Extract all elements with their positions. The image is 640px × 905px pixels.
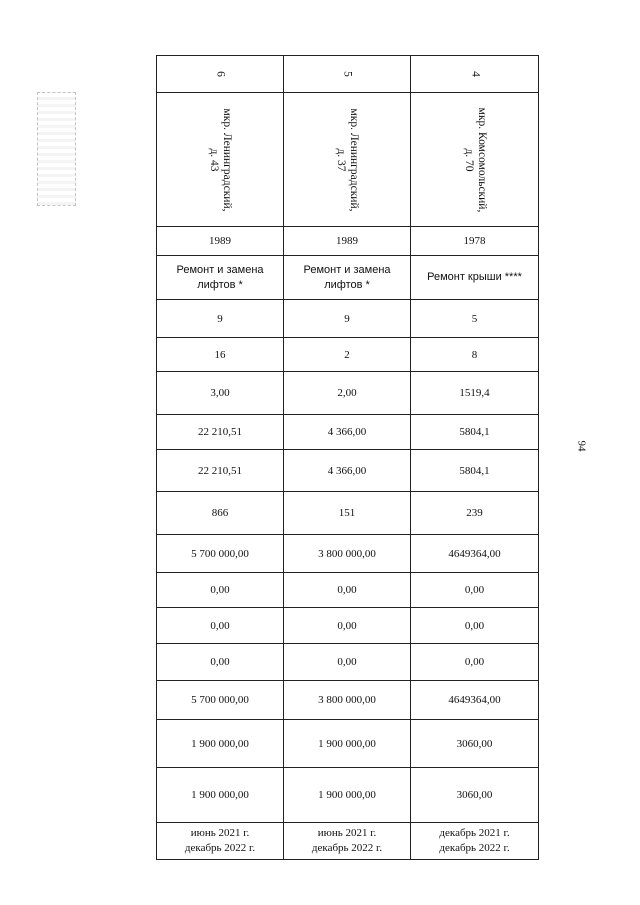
row-year	[157, 227, 539, 256]
cell-limit-cost: 3060,00	[411, 768, 539, 823]
row-total-area	[157, 415, 539, 450]
cell-area: 1519,4	[411, 372, 539, 415]
cell-year: 1989	[284, 227, 411, 256]
cell-count: 8	[411, 338, 539, 372]
row-limit-cost	[157, 768, 539, 823]
cell-total-area: 5804,1	[411, 415, 539, 450]
cell-floors: 9	[284, 300, 411, 338]
address-house: д. 70	[462, 147, 475, 172]
cell-living-area: 4 366,00	[284, 450, 411, 492]
cell-address	[284, 93, 411, 227]
cell-unit-cost: 1 900 000,00	[157, 720, 284, 768]
cell-period	[157, 823, 284, 860]
cell-cost-owners: 5 700 000,00	[157, 681, 284, 720]
cell-cost-regional: 0,00	[411, 608, 539, 644]
period-start: июнь 2021 г.	[317, 827, 377, 840]
row-cost-total	[157, 535, 539, 573]
cell-address	[157, 93, 284, 227]
cell-period	[411, 823, 539, 860]
cell-limit-cost: 1 900 000,00	[284, 768, 411, 823]
row-area	[157, 372, 539, 415]
cell-work-type: Ремонт и замена лифтов *	[284, 256, 411, 300]
cell-cost-regional: 0,00	[157, 608, 284, 644]
row-address	[157, 93, 539, 227]
cell-year: 1989	[157, 227, 284, 256]
cell-cost-regional: 0,00	[284, 608, 411, 644]
cell-year: 1978	[411, 227, 539, 256]
cell-floors: 9	[157, 300, 284, 338]
row-count	[157, 338, 539, 372]
cell-living-area: 5804,1	[411, 450, 539, 492]
cell-cost-total: 3 800 000,00	[284, 535, 411, 573]
cell-cost-federal: 0,00	[284, 573, 411, 608]
period-end: декабрь 2022 г.	[439, 842, 510, 854]
cell-limit-cost: 1 900 000,00	[157, 768, 284, 823]
cell-residents: 239	[411, 492, 539, 535]
address-house: д. 43	[208, 147, 220, 172]
cell-total-area: 22 210,51	[157, 415, 284, 450]
row-cost-regional	[157, 608, 539, 644]
cell-work-type: Ремонт и замена лифтов *	[157, 256, 284, 300]
address-line: мкр. Ленинградский,	[221, 108, 234, 211]
cell-living-area: 22 210,51	[157, 450, 284, 492]
row-residents	[157, 492, 539, 535]
cell-count: 16	[157, 338, 284, 372]
cell-cost-federal: 0,00	[157, 573, 284, 608]
row-period	[157, 823, 539, 860]
address-line: мкр. Ленинградский,	[348, 108, 361, 211]
cell-cost-owners: 3 800 000,00	[284, 681, 411, 720]
cell-cost-federal: 0,00	[411, 573, 539, 608]
cell-unit-cost: 3060,00	[411, 720, 539, 768]
address-house: д. 37	[335, 147, 347, 172]
period-start: июнь 2021 г.	[190, 827, 250, 840]
row-cost-owners	[157, 681, 539, 720]
cell-cost-owners: 4649364,00	[411, 681, 539, 720]
cell-total-area: 4 366,00	[284, 415, 411, 450]
cell-address	[411, 93, 539, 227]
row-work-type	[157, 256, 539, 300]
row-cost-local	[157, 644, 539, 681]
row-cost-federal	[157, 573, 539, 608]
cell-residents: 151	[284, 492, 411, 535]
period-start: декабрь 2021 г.	[439, 827, 510, 840]
cell-residents: 866	[157, 492, 284, 535]
cell-count: 2	[284, 338, 411, 372]
cell-floors: 5	[411, 300, 539, 338]
period-end: декабрь 2022 г.	[184, 842, 256, 854]
repair-program-table	[156, 55, 539, 860]
address-line: мкр. Комсомольский,	[475, 107, 488, 212]
row-unit-cost	[157, 720, 539, 768]
cell-cost-local: 0,00	[157, 644, 284, 681]
cell-work-type: Ремонт крыши ****	[411, 256, 539, 300]
cell-cost-total: 4649364,00	[411, 535, 539, 573]
cell-period	[284, 823, 411, 860]
cell-cost-total: 5 700 000,00	[157, 535, 284, 573]
cell-column-number: 6	[157, 56, 284, 93]
row-column-numbers	[157, 56, 539, 93]
cell-cost-local: 0,00	[411, 644, 539, 681]
cell-column-number: 5	[284, 56, 411, 93]
cell-column-number: 4	[411, 56, 539, 93]
cell-area: 3,00	[157, 372, 284, 415]
cell-cost-local: 0,00	[284, 644, 411, 681]
period-end: декабрь 2022 г.	[311, 842, 383, 854]
row-living-area	[157, 450, 539, 492]
cell-area: 2,00	[284, 372, 411, 415]
page-number: 94	[575, 440, 588, 452]
cell-unit-cost: 1 900 000,00	[284, 720, 411, 768]
row-floors	[157, 300, 539, 338]
faint-stamp-mark	[37, 92, 76, 206]
